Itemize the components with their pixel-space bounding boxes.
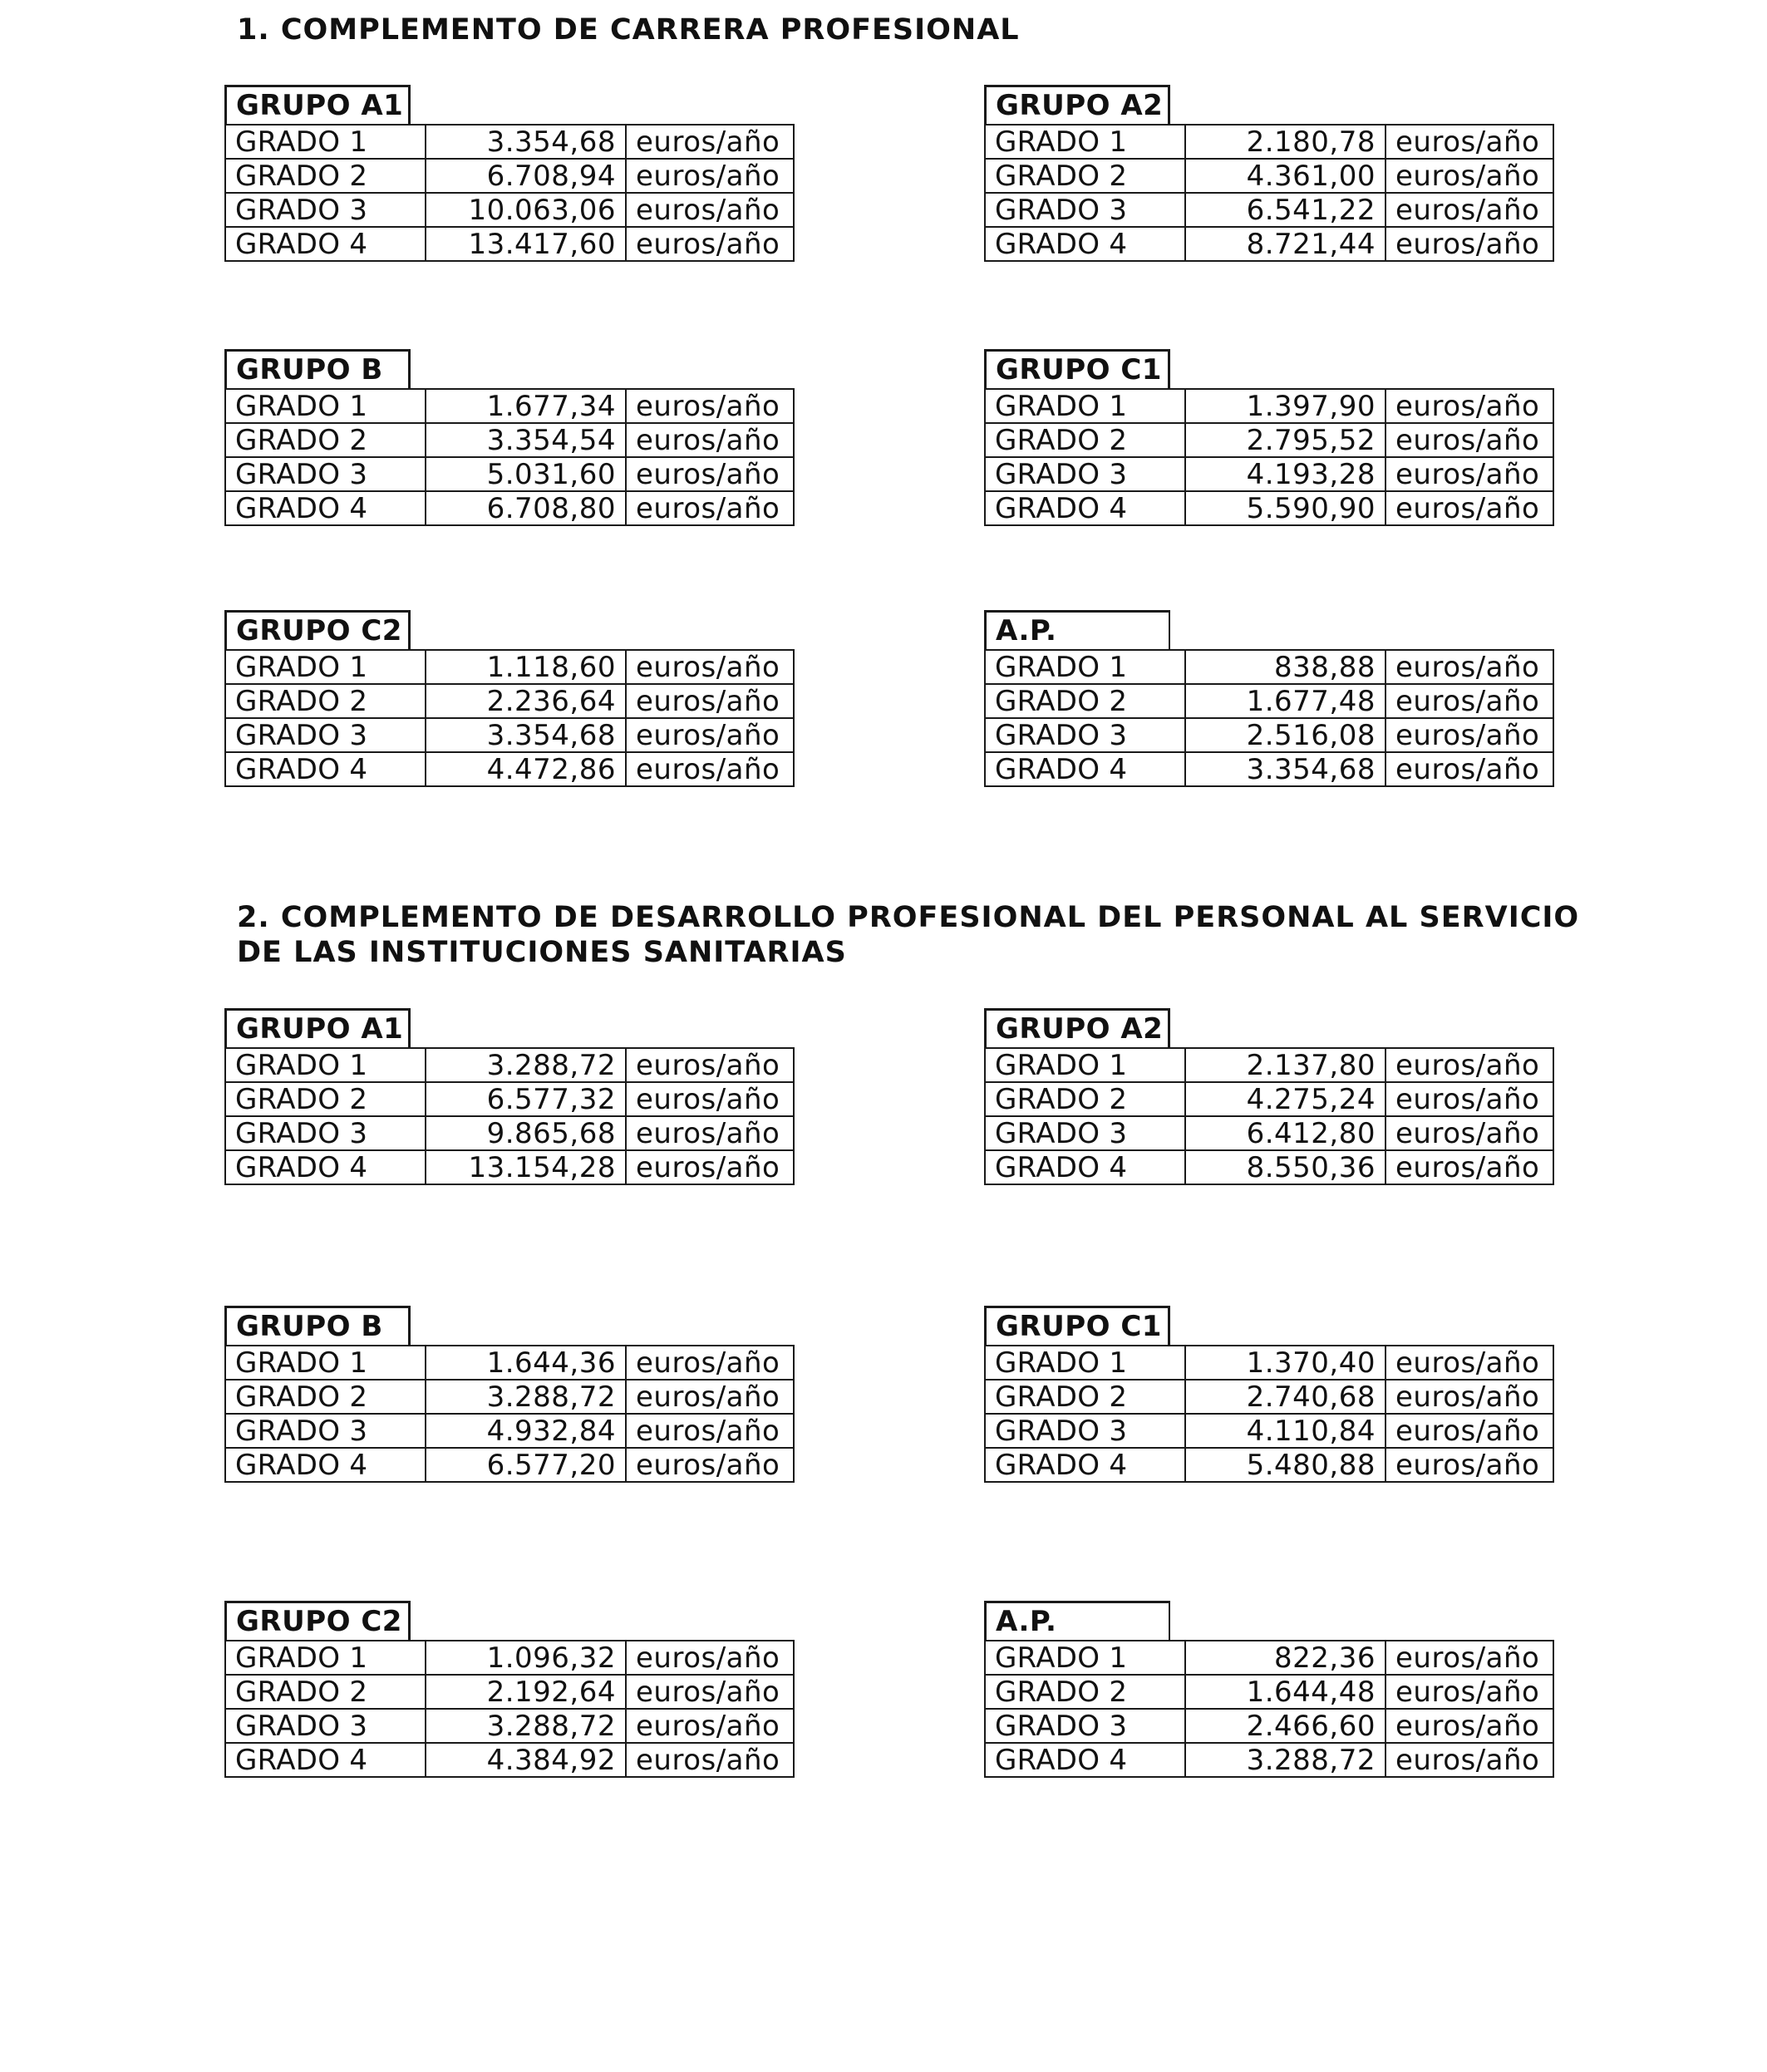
unit-cell: euros/año — [1386, 1150, 1553, 1184]
grade-cell: GRADO 2 — [225, 1675, 426, 1709]
grade-cell: GRADO 4 — [985, 1150, 1185, 1184]
group-header — [224, 1601, 795, 1640]
amount-cell: 13.417,60 — [426, 227, 626, 261]
amount-cell: 8.550,36 — [1185, 1150, 1386, 1184]
table-row — [985, 718, 1553, 752]
amount-cell: 4.110,84 — [1185, 1414, 1386, 1448]
table-row — [985, 1709, 1553, 1743]
amount-cell: 4.361,00 — [1185, 159, 1386, 193]
table-row — [225, 1414, 794, 1448]
section-1-grupo-c1-table — [984, 349, 1554, 526]
unit-cell: euros/año — [1386, 159, 1553, 193]
grade-cell: GRADO 1 — [225, 389, 426, 423]
grade-cell: GRADO 3 — [985, 457, 1185, 491]
table-row — [985, 457, 1553, 491]
group-header — [984, 349, 1554, 388]
grade-table — [984, 649, 1554, 787]
unit-cell: euros/año — [626, 718, 794, 752]
unit-cell: euros/año — [1386, 1675, 1553, 1709]
group-title: A.P. — [984, 1601, 1170, 1640]
table-row — [225, 1675, 794, 1709]
grade-table — [984, 1640, 1554, 1778]
unit-cell: euros/año — [626, 227, 794, 261]
amount-cell: 4.932,84 — [426, 1414, 626, 1448]
unit-cell: euros/año — [626, 1414, 794, 1448]
table-row — [985, 1414, 1553, 1448]
unit-cell: euros/año — [626, 193, 794, 227]
unit-cell: euros/año — [1386, 1346, 1553, 1380]
grade-cell: GRADO 3 — [985, 1414, 1185, 1448]
group-header — [224, 610, 795, 649]
grade-cell: GRADO 2 — [985, 1675, 1185, 1709]
section-1-a-p-table — [984, 610, 1554, 787]
table-row — [225, 1380, 794, 1414]
group-title: A.P. — [984, 610, 1170, 649]
table-row — [985, 752, 1553, 786]
table-row — [225, 159, 794, 193]
grade-cell: GRADO 3 — [985, 718, 1185, 752]
grade-cell: GRADO 1 — [985, 125, 1185, 159]
table-row — [985, 1641, 1553, 1675]
amount-cell: 838,88 — [1185, 650, 1386, 684]
unit-cell: euros/año — [1386, 718, 1553, 752]
table-row — [985, 1743, 1553, 1777]
amount-cell: 6.577,20 — [426, 1448, 626, 1482]
group-title: GRUPO A1 — [224, 1008, 411, 1047]
grade-cell: GRADO 1 — [985, 650, 1185, 684]
unit-cell: euros/año — [1386, 389, 1553, 423]
amount-cell: 4.193,28 — [1185, 457, 1386, 491]
grade-cell: GRADO 2 — [985, 1082, 1185, 1116]
section-2-grupo-c1-table — [984, 1306, 1554, 1483]
group-header — [984, 85, 1554, 124]
grade-table — [984, 388, 1554, 526]
table-row — [225, 193, 794, 227]
amount-cell: 3.288,72 — [426, 1048, 626, 1082]
group-title: GRUPO C2 — [224, 1601, 411, 1640]
grade-cell: GRADO 3 — [225, 193, 426, 227]
table-row — [225, 389, 794, 423]
amount-cell: 1.397,90 — [1185, 389, 1386, 423]
table-row — [985, 1048, 1553, 1082]
grade-table — [224, 1345, 795, 1483]
amount-cell: 2.236,64 — [426, 684, 626, 718]
unit-cell: euros/año — [1386, 1082, 1553, 1116]
unit-cell: euros/año — [626, 125, 794, 159]
unit-cell: euros/año — [626, 1048, 794, 1082]
table-row — [985, 491, 1553, 525]
grade-cell: GRADO 2 — [985, 684, 1185, 718]
grade-cell: GRADO 2 — [985, 1380, 1185, 1414]
unit-cell: euros/año — [1386, 650, 1553, 684]
section-2-title-continued: DE LAS INSTITUCIONES SANITARIAS — [237, 936, 847, 969]
group-title: GRUPO A1 — [224, 85, 411, 124]
amount-cell: 4.472,86 — [426, 752, 626, 786]
grade-cell: GRADO 2 — [225, 1082, 426, 1116]
unit-cell: euros/año — [626, 457, 794, 491]
unit-cell: euros/año — [626, 1380, 794, 1414]
amount-cell: 1.118,60 — [426, 650, 626, 684]
group-header — [984, 1601, 1554, 1640]
unit-cell: euros/año — [626, 1675, 794, 1709]
grade-cell: GRADO 2 — [225, 1380, 426, 1414]
amount-cell: 1.370,40 — [1185, 1346, 1386, 1380]
table-row — [985, 1116, 1553, 1150]
unit-cell: euros/año — [626, 491, 794, 525]
grade-cell: GRADO 2 — [225, 159, 426, 193]
amount-cell: 1.096,32 — [426, 1641, 626, 1675]
section-2-grupo-c2-table — [224, 1601, 795, 1778]
table-row — [225, 423, 794, 457]
table-row — [985, 1675, 1553, 1709]
amount-cell: 3.354,68 — [426, 125, 626, 159]
amount-cell: 1.677,34 — [426, 389, 626, 423]
unit-cell: euros/año — [626, 684, 794, 718]
table-row — [225, 227, 794, 261]
table-row — [225, 491, 794, 525]
unit-cell: euros/año — [1386, 752, 1553, 786]
grade-cell: GRADO 4 — [225, 1448, 426, 1482]
grade-cell: GRADO 4 — [225, 491, 426, 525]
unit-cell: euros/año — [626, 1150, 794, 1184]
grade-table — [224, 1047, 795, 1185]
table-row — [225, 125, 794, 159]
section-1-grupo-a2-table — [984, 85, 1554, 262]
unit-cell: euros/año — [1386, 1380, 1553, 1414]
unit-cell: euros/año — [626, 389, 794, 423]
grade-cell: GRADO 3 — [225, 718, 426, 752]
amount-cell: 5.480,88 — [1185, 1448, 1386, 1482]
grade-table — [224, 124, 795, 262]
section-2-grupo-b-table — [224, 1306, 795, 1483]
table-row — [225, 1641, 794, 1675]
table-row — [225, 1709, 794, 1743]
grade-cell: GRADO 4 — [225, 752, 426, 786]
amount-cell: 4.275,24 — [1185, 1082, 1386, 1116]
unit-cell: euros/año — [626, 650, 794, 684]
section-1-grupo-b-table — [224, 349, 795, 526]
amount-cell: 3.288,72 — [426, 1380, 626, 1414]
amount-cell: 3.288,72 — [1185, 1743, 1386, 1777]
amount-cell: 3.354,68 — [426, 718, 626, 752]
group-title: GRUPO C1 — [984, 349, 1170, 388]
unit-cell: euros/año — [1386, 1709, 1553, 1743]
table-row — [985, 1150, 1553, 1184]
table-row — [985, 423, 1553, 457]
table-row — [985, 159, 1553, 193]
table-row — [225, 1743, 794, 1777]
table-row — [985, 1082, 1553, 1116]
amount-cell: 2.180,78 — [1185, 125, 1386, 159]
grade-cell: GRADO 4 — [985, 752, 1185, 786]
section-2-title: 2. COMPLEMENTO DE DESARROLLO PROFESIONAL DEL PERSONAL AL SERVICIO — [237, 901, 1580, 934]
grade-cell: GRADO 3 — [985, 1709, 1185, 1743]
group-title: GRUPO A2 — [984, 1008, 1170, 1047]
unit-cell: euros/año — [1386, 1641, 1553, 1675]
amount-cell: 10.063,06 — [426, 193, 626, 227]
table-row — [225, 1082, 794, 1116]
grade-cell: GRADO 3 — [225, 1414, 426, 1448]
grade-cell: GRADO 4 — [985, 1448, 1185, 1482]
unit-cell: euros/año — [1386, 491, 1553, 525]
amount-cell: 6.708,94 — [426, 159, 626, 193]
amount-cell: 5.031,60 — [426, 457, 626, 491]
amount-cell: 1.677,48 — [1185, 684, 1386, 718]
section-1-grupo-a1-table — [224, 85, 795, 262]
table-row — [225, 684, 794, 718]
amount-cell: 4.384,92 — [426, 1743, 626, 1777]
unit-cell: euros/año — [1386, 684, 1553, 718]
table-row — [225, 650, 794, 684]
table-row — [985, 227, 1553, 261]
table-row — [985, 193, 1553, 227]
grade-cell: GRADO 3 — [985, 1116, 1185, 1150]
grade-cell: GRADO 4 — [985, 1743, 1185, 1777]
group-title: GRUPO B — [224, 1306, 411, 1345]
amount-cell: 3.354,54 — [426, 423, 626, 457]
group-title: GRUPO B — [224, 349, 411, 388]
section-1-grupo-c2-table — [224, 610, 795, 787]
table-row — [225, 457, 794, 491]
group-title: GRUPO A2 — [984, 85, 1170, 124]
grade-cell: GRADO 3 — [985, 193, 1185, 227]
table-row — [985, 650, 1553, 684]
table-row — [985, 125, 1553, 159]
grade-cell: GRADO 4 — [225, 1743, 426, 1777]
grade-cell: GRADO 1 — [985, 389, 1185, 423]
group-header — [984, 610, 1554, 649]
grade-cell: GRADO 3 — [225, 1116, 426, 1150]
grade-table — [984, 1345, 1554, 1483]
unit-cell: euros/año — [626, 1082, 794, 1116]
grade-cell: GRADO 4 — [985, 227, 1185, 261]
table-row — [225, 718, 794, 752]
group-header — [224, 1306, 795, 1345]
unit-cell: euros/año — [626, 1641, 794, 1675]
amount-cell: 2.192,64 — [426, 1675, 626, 1709]
grade-cell: GRADO 2 — [225, 423, 426, 457]
table-row — [985, 1380, 1553, 1414]
grade-cell: GRADO 4 — [985, 491, 1185, 525]
unit-cell: euros/año — [1386, 457, 1553, 491]
grade-cell: GRADO 1 — [225, 650, 426, 684]
group-header — [984, 1008, 1554, 1047]
section-2-grupo-a1-table — [224, 1008, 795, 1185]
grade-cell: GRADO 1 — [985, 1048, 1185, 1082]
unit-cell: euros/año — [626, 1709, 794, 1743]
grade-cell: GRADO 2 — [225, 684, 426, 718]
grade-cell: GRADO 3 — [225, 457, 426, 491]
amount-cell: 6.412,80 — [1185, 1116, 1386, 1150]
amount-cell: 2.466,60 — [1185, 1709, 1386, 1743]
amount-cell: 9.865,68 — [426, 1116, 626, 1150]
grade-cell: GRADO 1 — [225, 125, 426, 159]
table-row — [985, 1448, 1553, 1482]
unit-cell: euros/año — [626, 423, 794, 457]
grade-table — [224, 649, 795, 787]
table-row — [985, 1346, 1553, 1380]
unit-cell: euros/año — [626, 752, 794, 786]
unit-cell: euros/año — [626, 1448, 794, 1482]
group-title: GRUPO C1 — [984, 1306, 1170, 1345]
unit-cell: euros/año — [1386, 227, 1553, 261]
group-header — [224, 349, 795, 388]
grade-cell: GRADO 3 — [225, 1709, 426, 1743]
grade-table — [984, 1047, 1554, 1185]
table-row — [225, 1346, 794, 1380]
amount-cell: 2.516,08 — [1185, 718, 1386, 752]
group-header — [224, 1008, 795, 1047]
grade-cell: GRADO 4 — [225, 227, 426, 261]
amount-cell: 3.288,72 — [426, 1709, 626, 1743]
unit-cell: euros/año — [1386, 125, 1553, 159]
amount-cell: 3.354,68 — [1185, 752, 1386, 786]
grade-cell: GRADO 2 — [985, 423, 1185, 457]
grade-cell: GRADO 1 — [225, 1048, 426, 1082]
unit-cell: euros/año — [626, 1346, 794, 1380]
amount-cell: 1.644,36 — [426, 1346, 626, 1380]
amount-cell: 1.644,48 — [1185, 1675, 1386, 1709]
amount-cell: 2.137,80 — [1185, 1048, 1386, 1082]
unit-cell: euros/año — [1386, 423, 1553, 457]
group-title: GRUPO C2 — [224, 610, 411, 649]
table-row — [985, 389, 1553, 423]
unit-cell: euros/año — [1386, 1448, 1553, 1482]
amount-cell: 6.577,32 — [426, 1082, 626, 1116]
amount-cell: 5.590,90 — [1185, 491, 1386, 525]
amount-cell: 8.721,44 — [1185, 227, 1386, 261]
table-row — [225, 752, 794, 786]
grade-table — [224, 1640, 795, 1778]
grade-cell: GRADO 1 — [985, 1641, 1185, 1675]
unit-cell: euros/año — [626, 1743, 794, 1777]
amount-cell: 6.541,22 — [1185, 193, 1386, 227]
unit-cell: euros/año — [1386, 1414, 1553, 1448]
unit-cell: euros/año — [626, 159, 794, 193]
amount-cell: 822,36 — [1185, 1641, 1386, 1675]
table-row — [225, 1448, 794, 1482]
amount-cell: 13.154,28 — [426, 1150, 626, 1184]
grade-cell: GRADO 1 — [985, 1346, 1185, 1380]
unit-cell: euros/año — [1386, 1743, 1553, 1777]
section-2-a-p-table — [984, 1601, 1554, 1778]
table-row — [225, 1150, 794, 1184]
unit-cell: euros/año — [1386, 1116, 1553, 1150]
grade-cell: GRADO 2 — [985, 159, 1185, 193]
unit-cell: euros/año — [1386, 1048, 1553, 1082]
amount-cell: 6.708,80 — [426, 491, 626, 525]
table-row — [225, 1116, 794, 1150]
grade-table — [224, 388, 795, 526]
section-2-grupo-a2-table — [984, 1008, 1554, 1185]
amount-cell: 2.795,52 — [1185, 423, 1386, 457]
unit-cell: euros/año — [1386, 193, 1553, 227]
table-row — [985, 684, 1553, 718]
grade-table — [984, 124, 1554, 262]
grade-cell: GRADO 1 — [225, 1641, 426, 1675]
group-header — [224, 85, 795, 124]
table-row — [225, 1048, 794, 1082]
amount-cell: 2.740,68 — [1185, 1380, 1386, 1414]
grade-cell: GRADO 4 — [225, 1150, 426, 1184]
grade-cell: GRADO 1 — [225, 1346, 426, 1380]
section-1-title: 1. COMPLEMENTO DE CARRERA PROFESIONAL — [237, 13, 1020, 47]
unit-cell: euros/año — [626, 1116, 794, 1150]
group-header — [984, 1306, 1554, 1345]
